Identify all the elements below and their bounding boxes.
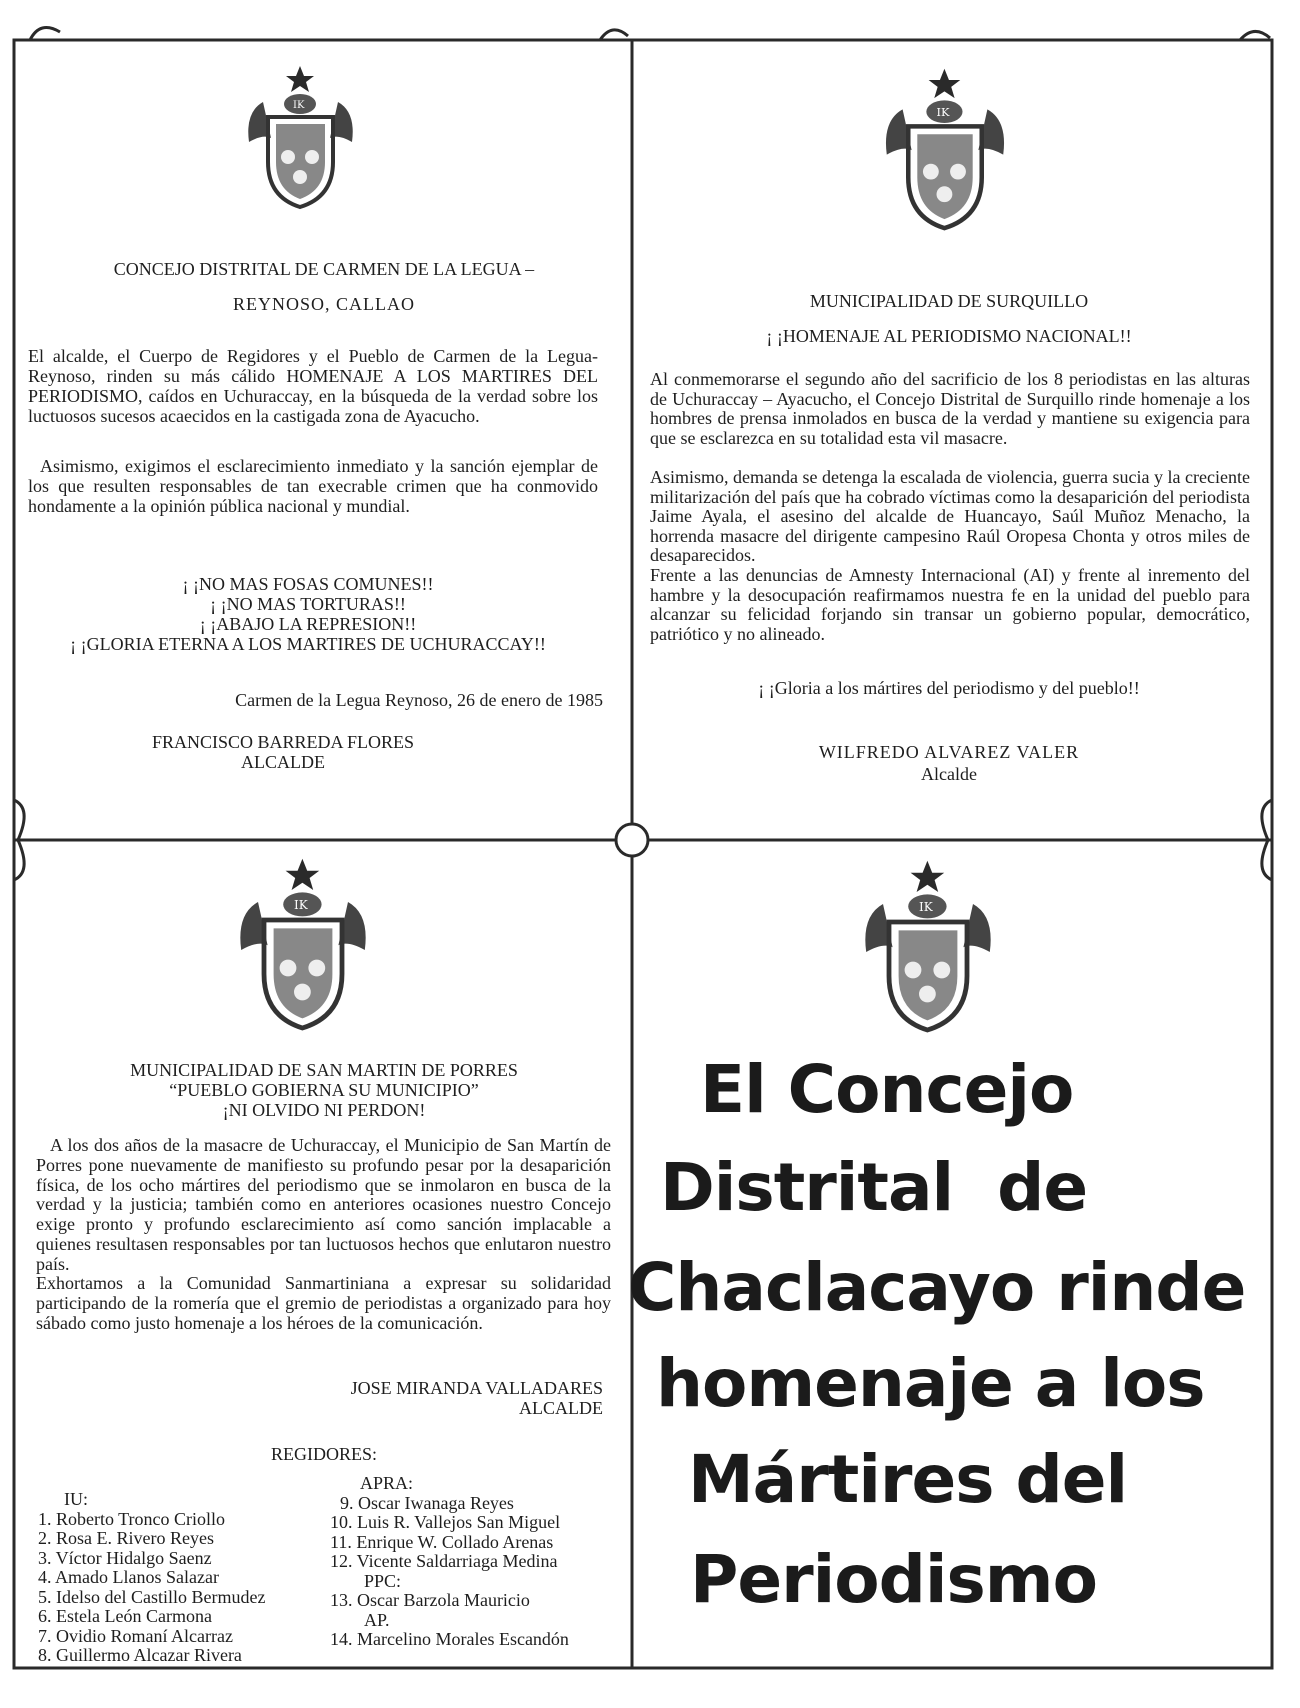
coat-of-arms-seal <box>233 854 373 1034</box>
slogan: ¡ ¡ABAJO LA REPRESION!! <box>199 614 417 634</box>
slogan: ¡ ¡GLORIA ETERNA A LOS MARTIRES DE UCHURACCAY!! <box>70 634 546 654</box>
heading-homage: ¡ ¡HOMENAJE AL PERIODISMO NACIONAL!! <box>766 326 1132 346</box>
notice-chaclacayo <box>628 862 1258 1662</box>
regidores-heading: REGIDORES: <box>270 1444 377 1464</box>
heading-location: REYNOSO, CALLAO <box>232 294 415 314</box>
list-item: 9. Oscar Iwanaga Reyes <box>340 1492 514 1513</box>
paragraph-amnesty: Frente a las denuncias de Amnesty Internacional (AI) y frente al inremento del hambre y la desocupación reafirmamos nuestra fe en la unidad del pueblo para alcanzar su felicidad forjando sin transar un gobierno popular, democrático, patriótico y no alineado. <box>650 565 1250 644</box>
svg-text:IK: IK <box>294 898 308 913</box>
list-item: 4. Amado Llanos Salazar <box>38 1567 219 1587</box>
list-item: 14. Marcelino Morales Escandón <box>330 1629 569 1649</box>
notice-san-martin-de-porres <box>28 862 620 1665</box>
signer-name: JOSE MIRANDA VALLADARES <box>350 1378 603 1398</box>
headline-line: Chaclacayo rinde <box>628 1249 1246 1326</box>
heading-municipality: MUNICIPALIDAD DE SURQUILLO <box>809 291 1089 311</box>
heading-block <box>28 1060 620 1120</box>
heading-municipality: MUNICIPALIDAD DE SAN MARTIN DE PORRES <box>130 1060 518 1080</box>
list-item: PPC: <box>364 1570 402 1591</box>
notice-carmen-de-la-legua <box>28 44 620 814</box>
list-item: APRA: <box>360 1473 414 1493</box>
list-item: 2. Rosa E. Rivero Reyes <box>38 1528 214 1548</box>
headline-line: El Concejo <box>700 1051 1074 1128</box>
list-item: 10. Luis R. Vallejos San Miguel <box>330 1512 561 1532</box>
headline-line: homenaje a los <box>656 1345 1205 1422</box>
regidores-list-right <box>330 1474 618 1650</box>
signer-name: WILFREDO ALVAREZ VALER <box>818 742 1080 762</box>
signer-name: FRANCISCO BARREDA FLORES <box>151 732 415 752</box>
svg-text:IK: IK <box>936 106 950 120</box>
list-item: IU: <box>64 1489 88 1509</box>
paragraph-exhortation: Exhortamos a la Comunidad Sanmartiniana a expresar su solidaridad participando de la romería que el gremio de periodistas a organizado para hoy sábado como justo homenaje a los héroes de la comunicación. <box>36 1273 611 1333</box>
closing-line: ¡ ¡Gloria a los mártires del periodismo y del pueblo!! <box>758 678 1140 698</box>
signer-title: Alcalde <box>921 764 977 784</box>
coat-of-arms-seal <box>858 856 998 1036</box>
list-item: 12. Vicente Saldarriaga Medina <box>330 1551 558 1571</box>
signer-title: ALCALDE <box>241 752 325 772</box>
slogan: ¡ ¡NO MAS FOSAS COMUNES!! <box>182 574 434 594</box>
headline-line: Periodismo <box>690 1541 1097 1618</box>
signer-title: ALCALDE <box>519 1398 603 1418</box>
paragraph-anniversary: Al conmemorarse el segundo año del sacrificio de los 8 periodistas en las alturas de Uchuraccay – Ayacucho, el Concejo Distrital de Surquillo rinde homenaje a los hombres de prensa inmolados en busca de la verdad y mantiene su exigencia para que se esclarezca en su totalidad esta vil masacre. <box>650 369 1250 448</box>
svg-text:IK: IK <box>919 900 933 915</box>
svg-text:IK: IK <box>293 100 305 111</box>
headline-line: Mártires del <box>688 1441 1128 1518</box>
coat-of-arms-seal <box>880 64 1010 234</box>
list-item: 1. Roberto Tronco Criollo <box>38 1508 226 1529</box>
paragraph-demand: Asimismo, exigimos el esclarecimiento inmediato y la sanción ejemplar de los que resulten responsables de tan execrable crimen que ha conmovido hondamente a la opinión pública nacional y mundial. <box>28 456 598 516</box>
slogan: ¡ ¡NO MAS TORTURAS!! <box>210 594 406 614</box>
paragraph-violence: Asimismo, demanda se detenga la escalada de violencia, guerra sucia y la creciente militarización del país que ha cobrado víctimas como la desaparición del periodista Jaime Ayala, el asesino del alcalde de Huancayo, Saúl Muñoz Menacho, la horrenda masacre del dirigente campesino Raúl Oropesa Chonta y otros miles de desaparecidos. <box>650 467 1250 565</box>
heading-motto: “PUEBLO GOBIERNA SU MUNICIPIO” <box>169 1080 479 1100</box>
heading-council: CONCEJO DISTRITAL DE CARMEN DE LA LEGUA – <box>113 259 535 279</box>
coat-of-arms-seal <box>243 62 358 212</box>
list-item: 3. Víctor Hidalgo Saenz <box>38 1547 212 1568</box>
list-item: 8. Guillermo Alcazar Rivera <box>38 1645 242 1665</box>
list-item: AP. <box>364 1609 390 1630</box>
paragraph-massacre: A los dos años de la masacre de Uchuraccay, el Municipio de San Martín de Porres pone nuevamente de manifiesto su profundo pesar por la desaparición física, de los ocho mártires del periodismo que se inmolaron en busca de la verdad y la justicia; también como en anteriores ocasiones nuestro Concejo exige pronto y profundo esclarecimiento así como sanción implacable a quienes resultasen responsables por tan luctuosos hechos que enlutaron nuestro país. <box>36 1135 611 1274</box>
slogans <box>28 574 588 654</box>
headline-line: Distrital de <box>660 1149 1088 1226</box>
list-item: 13. Oscar Barzola Mauricio <box>330 1590 530 1610</box>
date-line: Carmen de la Legua Reynoso, 26 de enero de 1985 <box>235 690 603 710</box>
list-item: 5. Idelso del Castillo Bermudez <box>38 1586 266 1607</box>
paragraph-homage: El alcalde, el Cuerpo de Regidores y el Pueblo de Carmen de la Legua- Reynoso, rinden su más cálido HOMENAJE A LOS MARTIRES DEL PERIODISMO, caídos en Uchuraccay, en la búsqueda de la verdad sobre los luctuosos sucesos acaecidos en la castigada zona de Ayacucho. <box>28 346 598 426</box>
heading-slogan: ¡NI OLVIDO NI PERDON! <box>222 1100 426 1120</box>
list-item: 7. Ovidio Romaní Alcarraz <box>38 1625 233 1646</box>
regidores-list-left <box>38 1490 328 1666</box>
list-item: 6. Estela León Carmona <box>38 1606 212 1626</box>
list-item: 11. Enrique W. Collado Arenas <box>330 1531 554 1552</box>
notice-surquillo <box>640 44 1258 814</box>
